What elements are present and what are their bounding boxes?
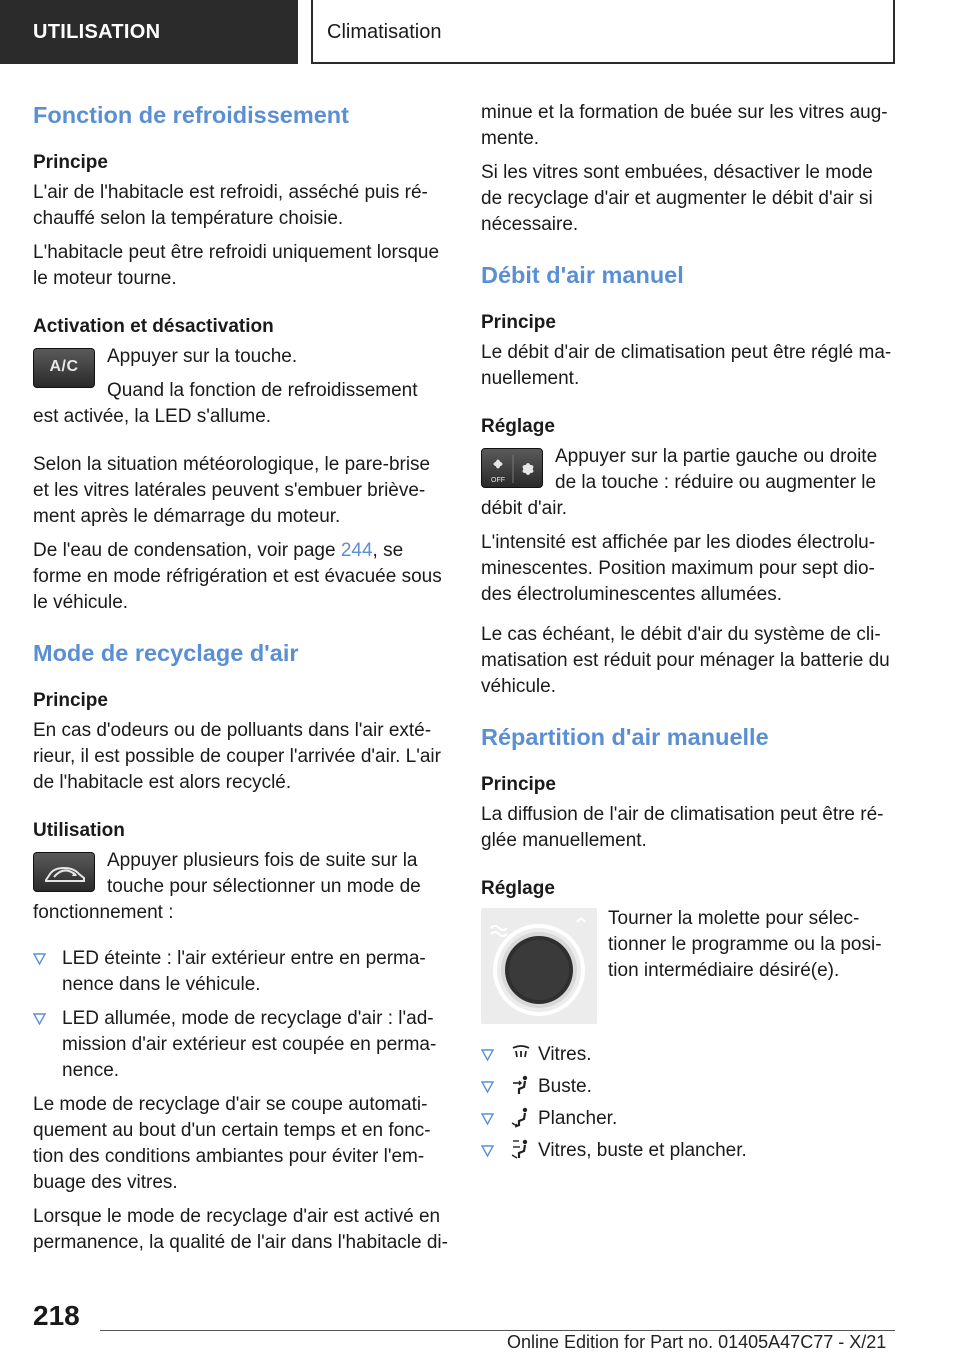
footer-edition: Online Edition for Part no. 01405A47C77 - X/21 bbox=[507, 1332, 887, 1352]
distribution-principle-p1: La diffusion de l'air de climatisation peut être ré-glée manuellement. bbox=[481, 804, 884, 851]
fan-low-icon bbox=[494, 460, 503, 469]
section-tab: UTILISATION bbox=[0, 0, 298, 64]
condensation-paragraph bbox=[33, 538, 448, 616]
recirc-bullet-list bbox=[33, 946, 448, 1084]
recirc-block bbox=[33, 848, 448, 934]
all-vents-icon bbox=[510, 1138, 532, 1160]
usage-heading: Utilisation bbox=[33, 820, 125, 841]
recirc-principle-p1: En cas d'odeurs ou de polluants dans l'air exté-rieur, il est possible de couper l'arrivée d'air. L'air de l'habitacle est alors recyclé. bbox=[33, 720, 441, 793]
condensation-text-post: , se forme en mode réfrigération et est évacuée sous le véhicule. bbox=[33, 540, 442, 613]
condensation-text-pre: De l'eau de condensation, voir page bbox=[33, 540, 341, 561]
bullet-text: LED éteinte : l'air extérieur entre en perma-nence dans le véhicule. bbox=[62, 948, 426, 995]
triangle-bullet-icon bbox=[33, 953, 46, 965]
triangle-bullet-icon bbox=[481, 1081, 494, 1093]
fog-paragraph: Selon la situation météorologique, le pare-brise et les vitres latérales peuvent s'embuer briève-ment après le démarrage du moteur. bbox=[33, 454, 431, 527]
triangle-bullet-icon bbox=[481, 1113, 494, 1125]
recirc-auto-paragraph: Le mode de recyclage d'air se coupe automati-quement au bout d'un certain temps et en fonc-tion des conditions ambiantes pour éviter l'em-buage des vitres. bbox=[33, 1094, 431, 1193]
footer-divider bbox=[100, 1330, 895, 1331]
airflow-setting-p1: Appuyer sur la partie gauche ou droite de la touche : réduire ou augmenter le débit d'air. bbox=[481, 446, 878, 519]
recirc-continued-p2: Si les vitres sont embuées, désactiver le mode de recyclage d'air et augmenter le débit d'air si nécessaire. bbox=[481, 162, 873, 235]
page-number: 218 bbox=[33, 1300, 80, 1331]
page-link-244[interactable]: 244 bbox=[340, 540, 373, 561]
recirculation-button-icon bbox=[33, 852, 95, 892]
ac-key-label: A/C bbox=[49, 358, 79, 375]
dial-block bbox=[481, 906, 896, 1034]
list-item bbox=[481, 1106, 896, 1132]
recirc-principle-heading: Principe bbox=[33, 690, 108, 711]
cooling-title: Fonction de refroidissement bbox=[33, 102, 349, 128]
topic-tab: Climatisation bbox=[311, 0, 895, 64]
airflow-principle-p1: Le débit d'air de climatisation peut être réglé ma-nuellement. bbox=[481, 342, 892, 389]
airflow-leds-paragraph: L'intensité est affichée par les diodes électrolu-minescentes. Position maximum pour sept dio-des électroluminescentes allumées. bbox=[481, 532, 876, 605]
windshield-vent-icon bbox=[510, 1042, 532, 1064]
distribution-title: Répartition d'air manuelle bbox=[481, 724, 769, 750]
list-item bbox=[33, 1006, 448, 1084]
upper-body-vent-icon bbox=[510, 1074, 532, 1096]
cooling-principle-p1: L'air de l'habitacle est refroidi, asséché puis ré-chauffé selon la température choisie. bbox=[33, 182, 428, 229]
list-item bbox=[481, 1074, 896, 1100]
recirc-title: Mode de recyclage d'air bbox=[33, 640, 299, 666]
vent-mode-label: Vitres, buste et plancher. bbox=[538, 1140, 747, 1161]
activation-p2: Quand la fonction de refroidissement est activée, la LED s'allume. bbox=[33, 380, 418, 427]
bullet-text: LED allumée, mode de recyclage d'air : l'ad-mission d'air extérieur est coupée en perma-nence. bbox=[62, 1008, 437, 1081]
airflow-setting-heading: Réglage bbox=[481, 416, 555, 437]
ac-block bbox=[33, 344, 448, 438]
fan-off-label: OFF bbox=[491, 477, 505, 484]
fan-block bbox=[481, 444, 896, 530]
air-distribution-dial-icon bbox=[481, 908, 597, 1024]
activation-p1: Appuyer sur la touche. bbox=[107, 346, 298, 367]
page-header bbox=[0, 0, 960, 66]
vent-mode-label: Plancher. bbox=[538, 1108, 618, 1129]
left-column bbox=[33, 100, 448, 1264]
footwell-vent-icon bbox=[510, 1106, 532, 1128]
airflow-title: Débit d'air manuel bbox=[481, 262, 684, 288]
car-recirc-icon bbox=[34, 853, 96, 893]
distribution-principle-heading: Principe bbox=[481, 774, 556, 795]
recirc-continued-p1: minue et la formation de buée sur les vitres aug-mente. bbox=[481, 102, 888, 149]
list-item bbox=[481, 1042, 896, 1068]
triangle-bullet-icon bbox=[33, 1013, 46, 1025]
vent-mode-label: Buste. bbox=[538, 1076, 592, 1097]
cooling-principle-p2: L'habitacle peut être refroidi uniquement lorsque le moteur tourne. bbox=[33, 242, 440, 289]
list-item bbox=[481, 1138, 896, 1164]
cooling-principle-heading: Principe bbox=[33, 152, 108, 173]
airflow-principle-heading: Principe bbox=[481, 312, 556, 333]
distribution-setting-p1: Tourner la molette pour sélec-tionner le programme ou la posi-tion intermédiaire désiré(e). bbox=[608, 908, 882, 981]
fan-speed-button-icon bbox=[481, 448, 543, 488]
list-item bbox=[33, 946, 448, 998]
usage-p1: Appuyer plusieurs fois de suite sur la touche pour sélectionner un mode de fonctionnement : bbox=[33, 850, 421, 923]
distribution-setting-heading: Réglage bbox=[481, 878, 555, 899]
recirc-permanent-paragraph: Lorsque le mode de recyclage d'air est activé en permanence, la qualité de l'air dans l'habitacle di- bbox=[33, 1206, 448, 1253]
right-column bbox=[481, 100, 896, 1170]
triangle-bullet-icon bbox=[481, 1049, 494, 1061]
fan-high-icon bbox=[521, 463, 534, 475]
airflow-battery-paragraph: Le cas échéant, le débit d'air du système de cli-matisation est réduit pour ménager la batterie du véhicule. bbox=[481, 624, 890, 697]
activation-heading: Activation et désactivation bbox=[33, 316, 274, 337]
vent-mode-list bbox=[481, 1042, 896, 1164]
vent-mode-label: Vitres. bbox=[538, 1044, 592, 1065]
triangle-bullet-icon bbox=[481, 1145, 494, 1157]
ac-button-icon bbox=[33, 348, 95, 388]
